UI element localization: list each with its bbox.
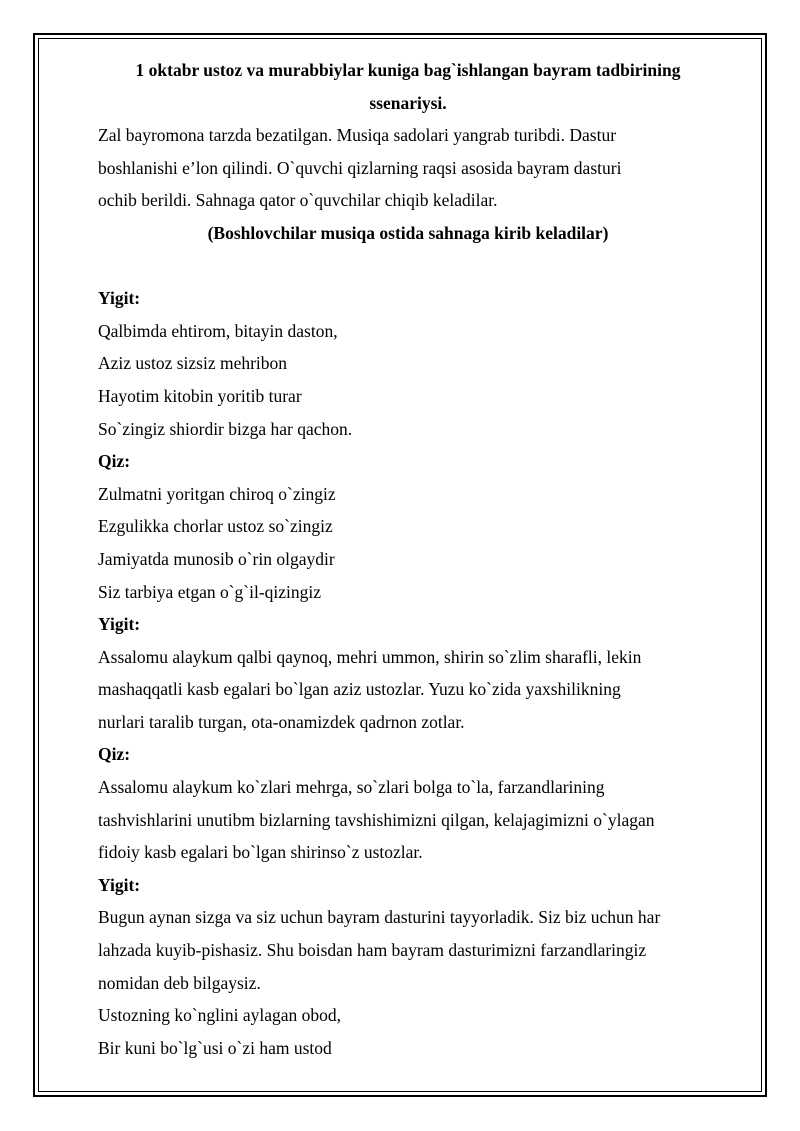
dialogue-line: Hayotim kitobin yoritib turar (98, 385, 302, 406)
dialogue-line: nurlari taralib turgan, ota-onamizdek qadrnon zotlar. (98, 711, 465, 732)
document-title-line-1: 1 oktabr ustoz va murabbiylar kuniga bag`ishlangan bayram tadbirining (135, 60, 681, 80)
dialogue-block (98, 608, 718, 738)
intro-line: boshlanishi e’lon qilindi. O`quvchi qizlarning raqsi asosida bayram dasturi (98, 157, 622, 178)
dialogue-line: So`zingiz shiordir bizga har qachon. (98, 418, 353, 439)
intro-line: ochib berildi. Sahnaga qator o`quvchilar chiqib keladilar. (98, 190, 498, 211)
dialogue-line: fidoiy kasb egalari bo`lgan shirinso`z ustozlar. (98, 842, 423, 863)
speaker-label: Yigit: (98, 288, 141, 309)
dialogue-line: Ezgulikka chorlar ustoz so`zingiz (98, 516, 333, 537)
blank-line (98, 250, 718, 283)
document-body (98, 54, 718, 1064)
dialogue-block (98, 738, 718, 868)
dialogue-line: Jamiyatda munosib o`rin olgaydir (98, 548, 335, 569)
stage-direction: (Boshlovchilar musiqa ostida sahnaga kirib keladilar) (207, 222, 609, 243)
dialogue-block (98, 445, 718, 608)
dialogue-block (98, 282, 718, 445)
speaker-label: Qiz: (98, 744, 131, 765)
dialogue-line: Aziz ustoz sizsiz mehribon (98, 353, 288, 374)
intro-line: Zal bayromona tarzda bezatilgan. Musiqa sadolari yangrab turibdi. Dastur (98, 125, 617, 146)
dialogue-line: tashvishlarini unutibm bizlarning tavshishimizni qilgan, kelajagimizni o`ylagan (98, 809, 655, 830)
dialogue-line: Bir kuni bo`lg`usi o`zi ham ustod (98, 1037, 332, 1058)
speaker-label: Qiz: (98, 451, 131, 472)
speaker-label: Yigit: (98, 874, 141, 895)
dialogue-line: Bugun aynan sizga va siz uchun bayram dasturini tayyorladik. Siz biz uchun har (98, 907, 661, 928)
dialogue-block (98, 869, 718, 1065)
dialogue-line: Assalomu alaykum qalbi qaynoq, mehri ummon, shirin so`zlim sharafli, lekin (98, 646, 642, 667)
dialogue-line: mashaqqatli kasb egalari bo`lgan aziz ustozlar. Yuzu ko`zida yaxshilikning (98, 679, 621, 700)
document-title-line-2: ssenariysi. (369, 92, 447, 113)
dialogue-line: nomidan deb bilgaysiz. (98, 972, 261, 993)
dialogue-line: lahzada kuyib-pishasiz. Shu boisdan ham bayram dasturimizni farzandlaringiz (98, 940, 647, 961)
dialogue-line: Ustozning ko`nglini aylagan obod, (98, 1005, 342, 1026)
dialogue-line: Qalbimda ehtirom, bitayin daston, (98, 320, 338, 341)
dialogue-line: Siz tarbiya etgan o`g`il-qizingiz (98, 581, 322, 602)
dialogue-line: Zulmatni yoritgan chiroq o`zingiz (98, 483, 336, 504)
dialogue-line: Assalomu alaykum ko`zlari mehrga, so`zlari bolga to`la, farzandlarining (98, 777, 605, 798)
speaker-label: Yigit: (98, 614, 141, 635)
